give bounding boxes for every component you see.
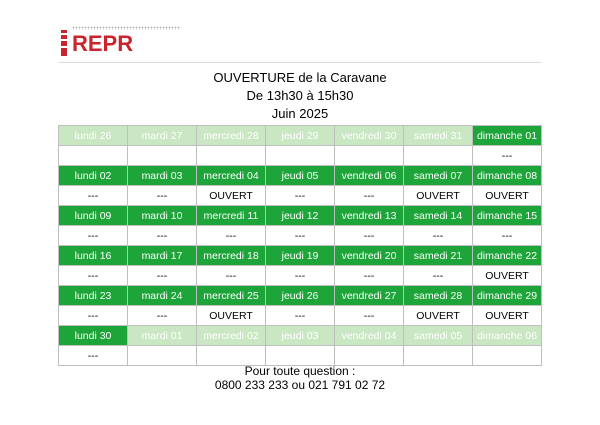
week-status-row bbox=[59, 146, 542, 166]
day-header: mardi 17 bbox=[128, 246, 197, 266]
day-header: lundi 26 bbox=[59, 126, 128, 146]
day-status: --- bbox=[128, 186, 197, 206]
day-header: vendredi 30 bbox=[335, 126, 404, 146]
week-header-row bbox=[59, 326, 542, 346]
day-status: OUVERT bbox=[197, 306, 266, 326]
week-status-row bbox=[59, 186, 542, 206]
day-header: samedi 14 bbox=[404, 206, 473, 226]
day-status bbox=[335, 346, 404, 366]
day-header: vendredi 04 bbox=[335, 326, 404, 346]
day-header: mardi 24 bbox=[128, 286, 197, 306]
day-header: mercredi 04 bbox=[197, 166, 266, 186]
day-status: OUVERT bbox=[473, 306, 542, 326]
day-header: mardi 10 bbox=[128, 206, 197, 226]
day-header: lundi 02 bbox=[59, 166, 128, 186]
week-header-row bbox=[59, 126, 542, 146]
day-header: vendredi 20 bbox=[335, 246, 404, 266]
day-header: mercredi 25 bbox=[197, 286, 266, 306]
day-header: dimanche 22 bbox=[473, 246, 542, 266]
day-header: mercredi 11 bbox=[197, 206, 266, 226]
day-status bbox=[266, 146, 335, 166]
day-status: --- bbox=[473, 226, 542, 246]
day-status: --- bbox=[59, 346, 128, 366]
title-line-1: OUVERTURE de la Caravane bbox=[213, 70, 387, 85]
day-status: --- bbox=[266, 186, 335, 206]
day-header: dimanche 29 bbox=[473, 286, 542, 306]
day-status bbox=[128, 146, 197, 166]
day-header: jeudi 03 bbox=[266, 326, 335, 346]
day-header: mardi 01 bbox=[128, 326, 197, 346]
day-header: mardi 03 bbox=[128, 166, 197, 186]
repr-logo bbox=[58, 26, 178, 60]
day-status: --- bbox=[128, 226, 197, 246]
day-status bbox=[59, 146, 128, 166]
day-status: --- bbox=[335, 226, 404, 246]
logo-text: REPR bbox=[72, 31, 134, 56]
day-header: samedi 31 bbox=[404, 126, 473, 146]
day-header: jeudi 05 bbox=[266, 166, 335, 186]
week-header-row bbox=[59, 166, 542, 186]
day-status bbox=[197, 146, 266, 166]
title-line-2: De 13h30 à 15h30 bbox=[246, 88, 354, 103]
day-status: --- bbox=[266, 306, 335, 326]
day-status: OUVERT bbox=[473, 266, 542, 286]
day-status bbox=[335, 146, 404, 166]
day-status: --- bbox=[59, 226, 128, 246]
day-header: samedi 28 bbox=[404, 286, 473, 306]
day-status bbox=[404, 346, 473, 366]
day-status bbox=[266, 346, 335, 366]
day-header: dimanche 01 bbox=[473, 126, 542, 146]
week-status-row bbox=[59, 266, 542, 286]
header-divider bbox=[58, 62, 542, 63]
day-header: samedi 21 bbox=[404, 246, 473, 266]
day-status: --- bbox=[404, 266, 473, 286]
day-status: --- bbox=[128, 266, 197, 286]
day-header: dimanche 06 bbox=[473, 326, 542, 346]
day-status bbox=[473, 346, 542, 366]
day-status: OUVERT bbox=[197, 186, 266, 206]
week-header-row bbox=[59, 286, 542, 306]
day-header: dimanche 15 bbox=[473, 206, 542, 226]
day-status bbox=[197, 346, 266, 366]
title-line-3: Juin 2025 bbox=[271, 106, 329, 121]
logo-dot-pattern bbox=[72, 26, 180, 30]
day-status bbox=[404, 146, 473, 166]
day-status: OUVERT bbox=[404, 186, 473, 206]
day-header: jeudi 19 bbox=[266, 246, 335, 266]
day-status: --- bbox=[473, 146, 542, 166]
day-header: lundi 09 bbox=[59, 206, 128, 226]
day-header: mercredi 18 bbox=[197, 246, 266, 266]
day-status: OUVERT bbox=[404, 306, 473, 326]
footer-question: Pour toute question : bbox=[244, 364, 356, 378]
week-header-row bbox=[59, 246, 542, 266]
day-header: vendredi 13 bbox=[335, 206, 404, 226]
day-status: --- bbox=[59, 186, 128, 206]
day-status: --- bbox=[197, 266, 266, 286]
lighthouse-icon bbox=[58, 30, 70, 56]
day-header: dimanche 08 bbox=[473, 166, 542, 186]
day-header: mardi 27 bbox=[128, 126, 197, 146]
day-status: --- bbox=[404, 226, 473, 246]
week-header-row bbox=[59, 206, 542, 226]
day-header: mercredi 28 bbox=[197, 126, 266, 146]
day-status: --- bbox=[266, 266, 335, 286]
day-status: --- bbox=[266, 226, 335, 246]
day-status: --- bbox=[128, 306, 197, 326]
day-header: lundi 30 bbox=[59, 326, 128, 346]
day-header: samedi 05 bbox=[404, 326, 473, 346]
day-status: --- bbox=[197, 226, 266, 246]
week-status-row bbox=[59, 306, 542, 326]
calendar-table bbox=[58, 125, 542, 366]
week-status-row bbox=[59, 346, 542, 366]
day-header: samedi 07 bbox=[404, 166, 473, 186]
day-status: OUVERT bbox=[473, 186, 542, 206]
day-status: --- bbox=[335, 266, 404, 286]
day-header: vendredi 27 bbox=[335, 286, 404, 306]
day-status: --- bbox=[59, 306, 128, 326]
day-status: --- bbox=[59, 266, 128, 286]
day-status: --- bbox=[335, 306, 404, 326]
week-status-row bbox=[59, 226, 542, 246]
day-header: jeudi 12 bbox=[266, 206, 335, 226]
day-header: jeudi 26 bbox=[266, 286, 335, 306]
day-header: mercredi 02 bbox=[197, 326, 266, 346]
day-header: jeudi 29 bbox=[266, 126, 335, 146]
day-header: lundi 23 bbox=[59, 286, 128, 306]
day-status bbox=[128, 346, 197, 366]
day-header: vendredi 06 bbox=[335, 166, 404, 186]
footer-phone-numbers: 0800 233 233 ou 021 791 02 72 bbox=[214, 378, 386, 392]
day-status: --- bbox=[335, 186, 404, 206]
day-header: lundi 16 bbox=[59, 246, 128, 266]
